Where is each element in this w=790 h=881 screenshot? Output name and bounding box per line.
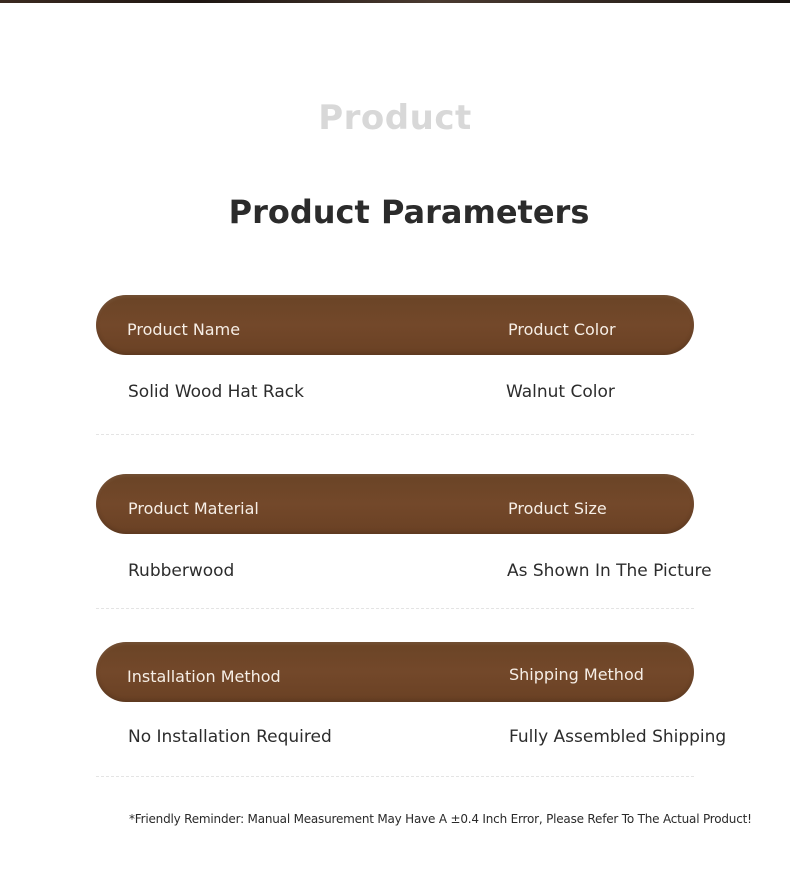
parameter-header-bar	[96, 295, 694, 355]
parameter-row-1	[96, 295, 694, 402]
param-label-product-name: Product Name	[127, 320, 241, 339]
top-image-edge	[0, 0, 790, 3]
parameter-row-3	[96, 642, 727, 747]
background-word: Product	[318, 98, 472, 138]
param-value-product-material: Rubberwood	[128, 561, 235, 581]
param-label-product-color: Product Color	[508, 320, 616, 339]
param-label-installation-method: Installation Method	[127, 667, 281, 686]
parameter-row-2	[96, 474, 712, 581]
param-value-installation-method: No Installation Required	[128, 727, 332, 747]
row-divider	[96, 776, 694, 777]
parameter-header-bar	[96, 474, 694, 534]
param-label-product-size: Product Size	[508, 499, 607, 518]
param-value-product-size: As Shown In The Picture	[507, 561, 712, 581]
param-value-shipping-method: Fully Assembled Shipping	[509, 727, 727, 747]
param-value-product-name: Solid Wood Hat Rack	[128, 382, 304, 402]
param-label-product-material: Product Material	[128, 499, 259, 518]
parameter-header-bar	[96, 642, 694, 702]
param-label-shipping-method: Shipping Method	[509, 665, 644, 684]
page-title: Product Parameters	[228, 193, 590, 231]
row-divider	[96, 434, 694, 435]
param-value-product-color: Walnut Color	[506, 382, 615, 402]
measurement-reminder: *Friendly Reminder: Manual Measurement May Have A ±0.4 Inch Error, Please Refer To The Actual Product!	[129, 812, 752, 826]
row-divider	[96, 608, 694, 609]
